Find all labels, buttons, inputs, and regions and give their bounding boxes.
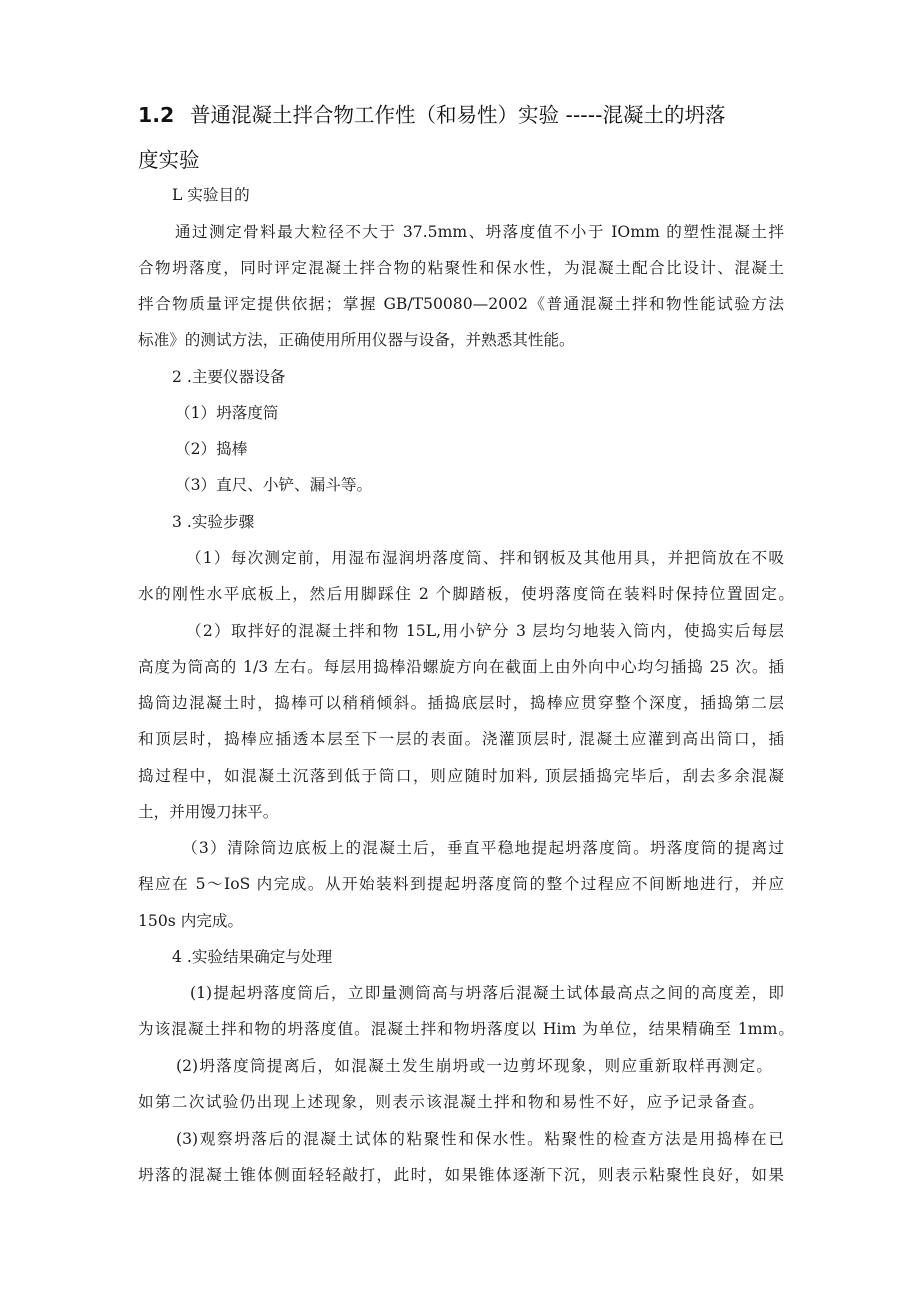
paragraph-line: 高度为筒高的 1/3 左右。每层用捣棒沿螺旋方向在截面上由外向中心均匀插捣 25 次。插 — [138, 658, 784, 676]
subsection-heading: 3 .实验步骤 — [172, 513, 255, 531]
section-title-line1: 普通混凝土拌合物工作性（和易性）实验 -----混凝土的坍落 — [190, 103, 726, 127]
list-item: （2）捣棒 — [175, 440, 248, 458]
paragraph-line: 捣筒边混凝土时，捣棒可以稍稍倾斜。插捣底层时，捣棒应贯穿整个深度，插捣第二层 — [138, 694, 784, 712]
paragraph-line: 标准》的测试方法，正确使用所用仪器与设备，并熟悉其性能。 — [138, 331, 575, 349]
paragraph-line: 和顶层时，捣棒应插透本层至下一层的表面。浇灌顶层时, 混凝土应灌到高出筒口，插 — [138, 730, 784, 748]
subsection-heading: 4 .实验结果确定与处理 — [172, 948, 333, 966]
paragraph-line: 为该混凝土拌和物的坍落度值。混凝土拌和物坍落度以 Him 为单位，结果精确至 1mm。 — [138, 1020, 794, 1038]
paragraph-line: （3）清除筒边底板上的混凝土后，垂直平稳地提起坍落度筒。坍落度筒的提离过 — [182, 839, 784, 857]
paragraph-line: 捣过程中，如混凝土沉落到低于筒口，则应随时加料, 顶层插捣完毕后，刮去多余混凝 — [138, 767, 784, 785]
paragraph-line: (2)坍落度筒提离后，如混凝土发生崩坍或一边剪坏现象，则应重新取样再测定。 — [176, 1057, 772, 1075]
subsection-heading: 2 .主要仪器设备 — [172, 368, 286, 386]
paragraph-line: （2）取拌好的混凝土拌和物 15L,用小铲分 3 层均匀地装入筒内，使捣实后每层 — [186, 622, 784, 640]
paragraph-line: 拌合物质量评定提供依据；掌握 GB/T50080—2002《普通混凝土拌和物性能试验方法 — [138, 295, 784, 313]
paragraph-line: 水的刚性水平底板上，然后用脚踩住 2 个脚踏板，使坍落度筒在装料时保持位置固定。 — [138, 585, 794, 603]
section-number: 1.2 — [138, 103, 175, 127]
list-item: （3）直尺、小铲、漏斗等。 — [175, 476, 373, 494]
paragraph-line: （1）每次测定前，用湿布湿润坍落度筒、拌和钢板及其他用具，并把筒放在不吸 — [186, 549, 784, 567]
list-item: （1）坍落度筒 — [175, 404, 279, 422]
paragraph-line: 土，并用馒刀抹平。 — [138, 803, 279, 821]
paragraph-line: 合物坍落度，同时评定混凝土拌合物的粘聚性和保水性，为混凝土配合比设计、混凝土 — [138, 259, 784, 277]
paragraph-line: 150s 内完成。 — [138, 912, 244, 930]
paragraph-line: (1)提起坍落度筒后，立即量测筒高与坍落后混凝土试体最高点之间的高度差，即 — [190, 984, 784, 1002]
section-heading-continued — [138, 145, 798, 175]
section-title-line2: 度实验 — [138, 148, 200, 172]
paragraph-line: 如第二次试验仍出现上述现象，则表示该混凝土拌和物和易性不好，应予记录备查。 — [138, 1093, 764, 1111]
subsection-heading: L 实验目的 — [172, 186, 250, 204]
paragraph-line: 通过测定骨料最大粒径不大于 37.5mm、坍落度值不小于 IOmm 的塑性混凝土拌 — [175, 223, 784, 241]
paragraph-line: (3)观察坍落后的混凝土试体的粘聚性和保水性。粘聚性的检查方法是用捣棒在已 — [176, 1130, 784, 1148]
paragraph-line: 坍落的混凝土锥体侧面轻轻敲打，此时，如果锥体逐渐下沉，则表示粘聚性良好，如果 — [138, 1166, 784, 1184]
paragraph-line: 程应在 5～IoS 内完成。从开始装料到提起坍落度筒的整个过程应不间断地进行，并应 — [138, 875, 784, 893]
section-heading — [138, 100, 798, 130]
